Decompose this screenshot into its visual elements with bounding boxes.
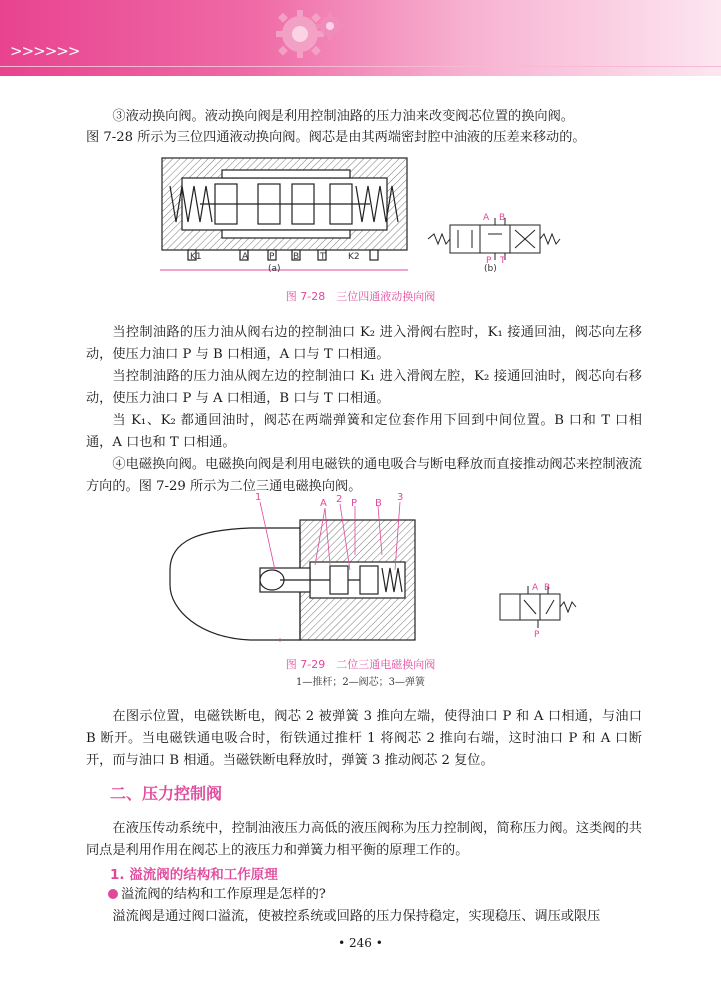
paragraph-pressure-valve-intro: 在液压传动系统中，控制油液压力高低的液压阀称为压力控制阀，简称压力阀。这类阀的共同点是利用作用在阀芯上的液压力和弹簧力相平衡的原理工作的。 [86, 821, 642, 858]
fig29-solenoid-housing [170, 520, 415, 640]
paragraph-hydraulic-valve: ③液动换向阀。液动换向阀是利用控制油路的压力油来改变阀芯位置的换向阀。 [112, 109, 574, 124]
fig29-caption: 图 7-29 二位三通电磁换向阀 [285, 658, 436, 671]
fig28-label-k1: K1 [190, 252, 202, 262]
fig28-label-k2: K2 [348, 252, 360, 262]
fig29-label-2: 2 [336, 494, 343, 505]
fig29-label-p: P [351, 498, 358, 509]
fig29-symbol-b: B [544, 583, 551, 593]
fig28-label-p: P [269, 252, 275, 262]
figure-7-28 [160, 150, 580, 280]
header-chevrons: >>>>>> [10, 42, 80, 60]
question-text: 溢流阀的结构和工作原理是怎样的? [121, 887, 326, 902]
fig28-label-a: A [242, 252, 249, 262]
question-line [86, 884, 642, 906]
fig29-label-a: A [320, 498, 327, 509]
fig28-sub-a: (a) [268, 264, 281, 274]
bullet-dot-icon [108, 889, 118, 899]
gear-decoration-icon [270, 4, 350, 66]
fig28-symbol-b: B [499, 213, 506, 223]
fig29-symbol-p: P [534, 630, 540, 640]
page-header-band [0, 0, 721, 76]
figure-7-29 [160, 490, 580, 650]
paragraph-k1-left: 当控制油路的压力油从阀左边的控制油口 K₁ 进入滑阀左腔，K₂ 接通回油时，阀芯向右移动，使压力油口 P 与 A 口相通，B 口与 T 口相通。 [86, 369, 642, 406]
header-rule [0, 66, 721, 67]
paragraph-relief-valve: 溢流阀是通过阀口溢流，使被控系统或回路的压力保持稳定，实现稳压、调压或限压 [112, 909, 601, 924]
fig29-label-b: B [375, 498, 382, 509]
paragraph-solenoid-operation: 在图示位置，电磁铁断电，阀芯 2 被弹簧 3 推向左端，使得油口 P 和 A 口相通，与油口 B 断开。当电磁铁通电吸合时，衔铁通过推杆 1 将阀芯 2 推向右端，这时油口 P 和 A 口断开，而与油口 B 相通。当磁铁断电释放时，弹簧 3 推动阀芯 2 复位。 [86, 709, 642, 768]
fig29-leader-1 [260, 502, 275, 570]
fig28-symbol [428, 218, 560, 260]
fig29-legend: 1—推杆；2—阀芯；3—弹簧 [295, 677, 426, 688]
paragraph-solenoid-valve: ④电磁换向阀。电磁换向阀是利用电磁铁的通电吸合与断电释放而直接推动阀芯来控制液流方向的。图 7-29 所示为二位三通电磁换向阀。 [86, 457, 642, 494]
fig29-symbol-a: A [532, 583, 539, 593]
fig28-symbol-t: T [500, 256, 506, 266]
fig28-valve-body [162, 158, 407, 260]
fig28-caption: 图 7-28 三位四通液动换向阀 [285, 290, 436, 303]
fig28-symbol-p: P [486, 256, 492, 266]
subsection-heading-relief-valve: 1. 溢流阀的结构和工作原理 [110, 867, 278, 883]
paragraph-fig28-intro: 图 7-28 所示为三位四通液动换向阀。阀芯是由其两端密封腔中油液的压差来移动的。 [86, 130, 586, 145]
paragraph-both-return: 当 K₁、K₂ 都通回油时，阀芯在两端弹簧和定位套作用下回到中间位置。B 口和 T 口相通，A 口也和 T 口相通。 [86, 413, 642, 450]
section-heading-pressure-valve: 二、压力控制阀 [110, 784, 223, 803]
fig28-label-t: T [320, 252, 326, 262]
fig29-label-3: 3 [397, 492, 404, 503]
page-number: • 246 • [338, 936, 383, 950]
fig28-label-b: B [293, 252, 300, 262]
paragraph-k2-right: 当控制油路的压力油从阀右边的控制油口 K₂ 进入滑阀右腔时，K₁ 接通回油，阀芯向左移动，使压力油口 P 与 B 口相通，A 口与 T 口相通。 [86, 325, 642, 362]
fig28-symbol-a: A [483, 213, 490, 223]
fig28-sub-b: (b) [484, 264, 497, 274]
fig29-label-1: 1 [255, 492, 262, 503]
